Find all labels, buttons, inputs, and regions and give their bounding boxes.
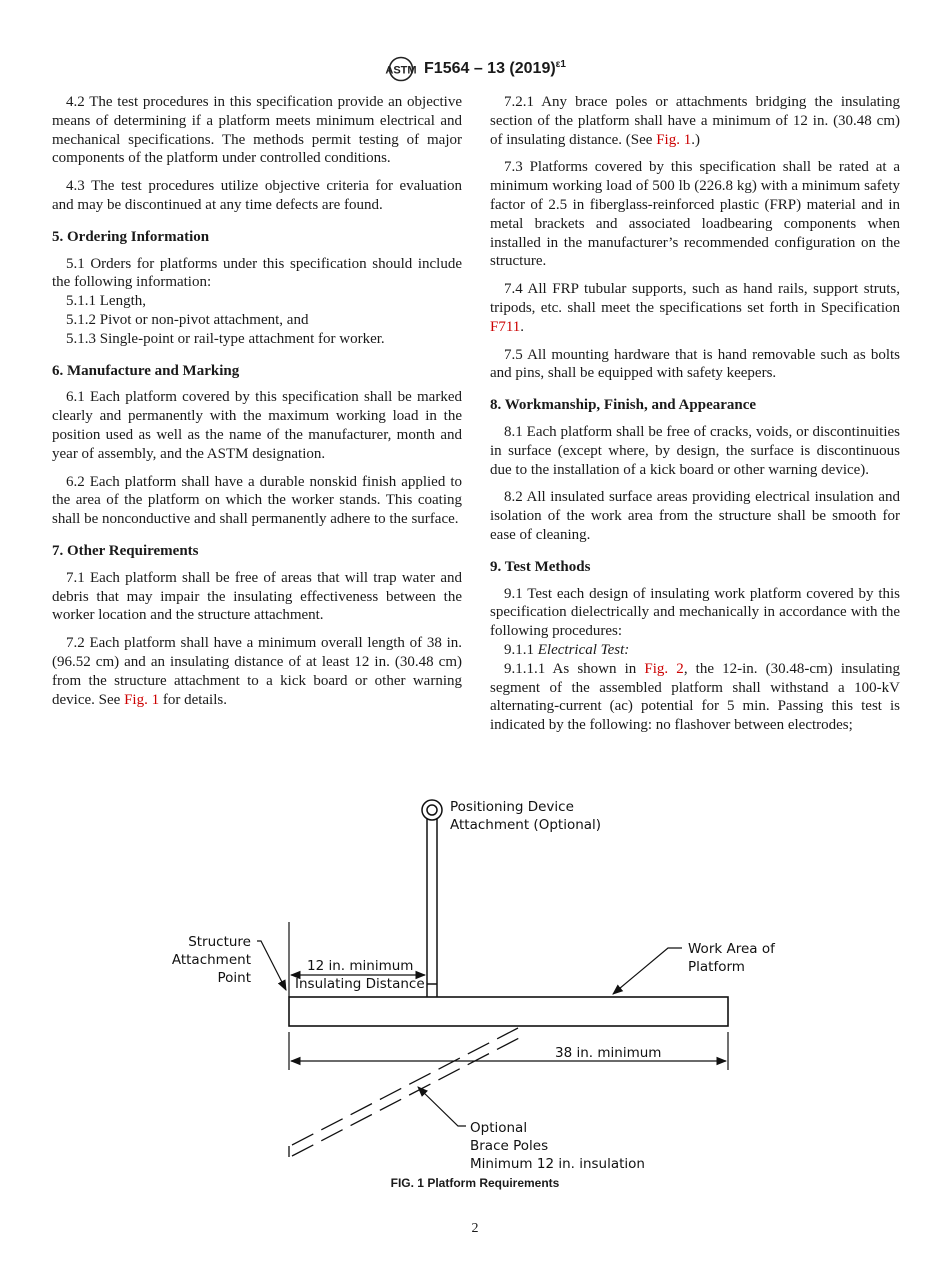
paragraph-9-1-1: 9.1.1 Electrical Test: bbox=[504, 641, 630, 658]
platform-requirements-figure bbox=[0, 790, 950, 1180]
fig-1-link[interactable]: Fig. 1 bbox=[656, 131, 692, 148]
paragraph-6-1: 6.1 Each platform covered by this specification shall be marked clearly and permanently with the maximum working load in the position used as well as the name of the manufacturer, month and year of assembly, and the ASTM designation. bbox=[52, 389, 462, 462]
structure-label-line3: Point bbox=[217, 970, 251, 986]
platform-body bbox=[289, 997, 728, 1026]
paragraph-7-5: 7.5 All mounting hardware that is hand removable such as bolts and pins, shall be equipped with safety keepers. bbox=[490, 346, 900, 382]
paragraph-5-1: 5.1 Orders for platforms under this specification should include the following information: bbox=[52, 255, 462, 291]
page-header bbox=[0, 56, 950, 82]
paragraph-9-1: 9.1 Test each design of insulating work platform covered by this specification dielectrically and mechanically in accordance with the following procedures: bbox=[490, 585, 900, 640]
paragraph-7-4: 7.4 All FRP tubular supports, such as hand rails, support struts, tripods, etc. shall meet the specifications set forth in Specification F711. bbox=[490, 281, 900, 335]
designation-superscript: ε1 bbox=[555, 58, 566, 70]
brace-pole-leader bbox=[418, 1087, 466, 1126]
paragraph-7-2-1: 7.2.1 Any brace poles or attachments bridging the insulating section of the platform shall have a minimum of 12 in. (30.48 cm) of insulating distance. (See Fig. 1.) bbox=[490, 94, 900, 148]
thirtyeight-inch-label: 38 in. minimum bbox=[555, 1045, 662, 1061]
paragraph-9-1-1-1: 9.1.1.1 As shown in Fig. 2, the 12-in. (30.48-cm) insulating segment of the assembled platform shall withstand a 100-kV alternating-current (ac) potential for 5 min. Passing this test is indicated by the following: no flashover between electrodes; bbox=[490, 660, 901, 734]
paragraph-4-2: 4.2 The test procedures in this specification provide an objective means of determining if a platform meets minimum electrical and mechanical specifications. The methods permit testing of major components of the platform under controlled conditions. bbox=[52, 94, 462, 167]
paragraph-8-2: 8.2 All insulated surface areas providing electrical insulation and isolation of the work area from the structure shall be smooth for ease of cleaning. bbox=[490, 489, 900, 543]
paragraph-7-1: 7.1 Each platform shall be free of areas that will trap water and debris that may impair the insulating effectiveness between the worker location and the structure attachment. bbox=[52, 569, 462, 624]
page-number: 2 bbox=[471, 1221, 479, 1236]
structure-label-line2: Attachment bbox=[171, 952, 251, 968]
paragraph-7-3: 7.3 Platforms covered by this specification shall be rated at a minimum working load of 500 lb (226.8 kg) with a minimum safety factor of 2.5 in fiberglass-reinforced plastic (FRP) material and in metal brackets and associated loadbearing components when installed in the manufacturer’s recommended configuration on the structure. bbox=[490, 159, 900, 270]
paragraph-5-1-1: 5.1.1 Length, bbox=[66, 293, 146, 310]
work-area-label-line2: Platform bbox=[688, 959, 745, 975]
figure-caption: FIG. 1 Platform Requirements bbox=[390, 1176, 560, 1190]
paragraph-7-2: 7.2 Each platform shall have a minimum overall length of 38 in. (96.52 cm) and an insulating distance of at least 12 in. (30.48 cm) from the structure attachment to a kick board or other warning device. See Fig. 1 for details. bbox=[52, 635, 462, 708]
section-7-heading: 7. Other Requirements bbox=[52, 542, 199, 559]
twelve-inch-label: 12 in. minimum bbox=[307, 958, 414, 974]
dimension-extension-lines bbox=[289, 922, 728, 1070]
work-area-leader bbox=[613, 948, 682, 994]
work-area-label-line1: Work Area of bbox=[688, 941, 775, 957]
paragraph-5-1-3: 5.1.3 Single-point or rail-type attachment for worker. bbox=[66, 330, 385, 347]
insulating-distance-label: Insulating Distance bbox=[295, 976, 425, 992]
structure-leader bbox=[257, 941, 286, 990]
astm-logo-icon bbox=[384, 56, 418, 82]
paragraph-6-2: 6.2 Each platform shall have a durable nonskid finish applied to the area of the platform on which the worker stands. This coating shall be nonconductive and shall permanently adhere to the surface. bbox=[52, 473, 462, 528]
svg-text:ASTM: ASTM bbox=[385, 64, 417, 77]
optional-label-line2: Brace Poles bbox=[470, 1138, 549, 1154]
f711-link[interactable]: F711 bbox=[490, 318, 521, 335]
optional-brace-poles bbox=[292, 1028, 521, 1156]
right-column bbox=[490, 93, 900, 735]
paragraph-8-1: 8.1 Each platform shall be free of cracks, voids, or discontinuities in surface (except where, by design, the surface is discontinuous due to the installation of a kick board or other warning device). bbox=[490, 423, 900, 478]
fig-1-link[interactable]: Fig. 1 bbox=[124, 691, 160, 708]
optional-label-line1: Optional bbox=[470, 1120, 528, 1136]
paragraph-5-1-2: 5.1.2 Pivot or non-pivot attachment, and bbox=[66, 311, 309, 328]
section-6-heading: 6. Manufacture and Marking bbox=[52, 362, 240, 379]
fig-2-link[interactable]: Fig. 2 bbox=[644, 660, 684, 677]
section-5-heading: 5. Ordering Information bbox=[52, 228, 210, 245]
positioning-label-line2: Attachment (Optional) bbox=[450, 817, 602, 833]
document-designation: F1564 – 13 (2019) bbox=[424, 60, 556, 78]
positioning-label-line1: Positioning Device bbox=[450, 799, 574, 815]
left-column bbox=[52, 93, 462, 718]
section-9-heading: 9. Test Methods bbox=[490, 558, 591, 575]
positioning-device bbox=[422, 800, 442, 997]
structure-label-line1: Structure bbox=[188, 934, 251, 950]
optional-label-line3: Minimum 12 in. insulation bbox=[470, 1156, 645, 1172]
paragraph-4-3: 4.3 The test procedures utilize objective criteria for evaluation and may be discontinued at any time defects are found. bbox=[52, 178, 462, 213]
section-8-heading: 8. Workmanship, Finish, and Appearance bbox=[490, 397, 757, 414]
